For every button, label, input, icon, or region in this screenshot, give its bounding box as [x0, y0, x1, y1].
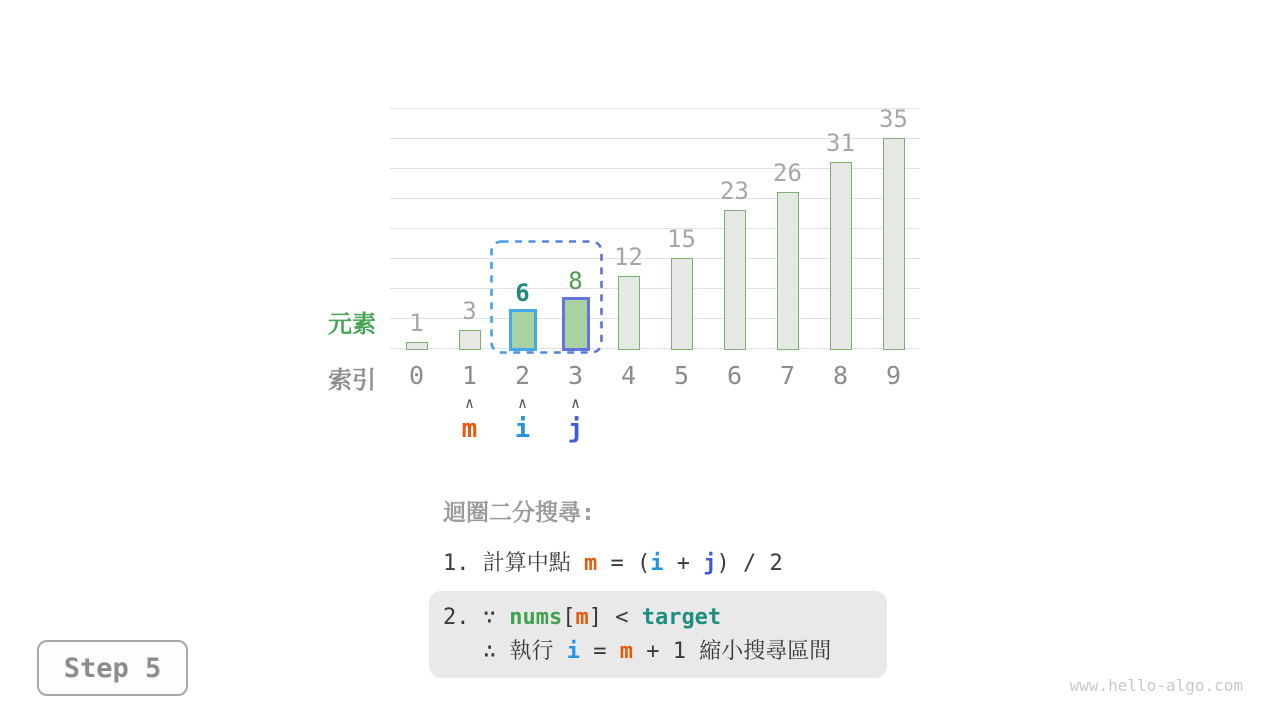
bar-value-label: 26 — [773, 159, 802, 187]
index-label-0: 0 — [408, 361, 425, 390]
bar-index-0 — [406, 342, 428, 350]
step2-condition — [443, 601, 887, 635]
text-token: i — [566, 639, 580, 664]
watermark-url: www.hello-algo.com — [1069, 676, 1243, 695]
text-token: j — [703, 551, 717, 576]
step-counter-button[interactable]: Step 5 — [37, 640, 188, 696]
bar-index-9 — [883, 138, 905, 350]
bar-value-label: 6 — [515, 279, 530, 307]
bar-index-4 — [618, 276, 640, 350]
text-token: + 1 縮小搜尋區間 — [633, 639, 832, 664]
pointer-caret-icon: ∧ — [464, 394, 475, 412]
text-token: 1. 計算中點 — [443, 551, 584, 576]
index-label-2: 2 — [514, 361, 531, 390]
bar-value-label: 8 — [568, 267, 583, 295]
text-token: [ — [562, 605, 576, 630]
index-label-9: 9 — [885, 361, 902, 390]
bar-index-5 — [671, 258, 693, 350]
bar-value-label: 31 — [826, 129, 855, 157]
y-axis-label-element: 元素 — [328, 310, 376, 338]
pointer-caret-icon: ∧ — [570, 394, 581, 412]
caption-loop-binary-search: 迴圈二分搜尋: — [443, 500, 595, 526]
index-label-5: 5 — [673, 361, 690, 390]
index-label-3: 3 — [567, 361, 584, 390]
pointer-label-m: m — [461, 414, 478, 444]
text-token: nums — [509, 605, 563, 630]
index-label-7: 7 — [779, 361, 796, 390]
index-label-1: 1 — [461, 361, 478, 390]
pointer-label-j: j — [567, 414, 584, 444]
step2-action — [483, 635, 887, 669]
bar-value-label: 3 — [462, 297, 477, 325]
bar-value-label: 12 — [614, 243, 643, 271]
text-token: = — [580, 639, 620, 664]
gridline — [390, 108, 920, 109]
bar-value-label: 15 — [667, 225, 696, 253]
text-token: = ( — [597, 551, 651, 576]
text-token: i — [650, 551, 664, 576]
index-label-4: 4 — [620, 361, 637, 390]
pointer-label-i: i — [514, 414, 531, 444]
index-label-6: 6 — [726, 361, 743, 390]
text-token: m — [575, 605, 589, 630]
bar-value-label: 1 — [409, 309, 424, 337]
bar-index-8 — [830, 162, 852, 350]
text-token: ] < — [588, 605, 642, 630]
bar-value-label: 23 — [720, 177, 749, 205]
text-token: 2. ∵ — [443, 605, 510, 630]
text-token: + — [663, 551, 704, 576]
text-token: ) / 2 — [716, 551, 783, 576]
text-token: ∴ 執行 — [483, 639, 567, 664]
pointer-caret-icon: ∧ — [517, 394, 528, 412]
text-token: m — [619, 639, 633, 664]
bar-index-1 — [459, 330, 481, 350]
search-range-box — [490, 240, 604, 355]
bar-index-7 — [777, 192, 799, 350]
text-token: target — [641, 605, 722, 630]
text-token: m — [583, 551, 598, 576]
x-axis-label-index: 索引 — [328, 366, 376, 394]
index-label-8: 8 — [832, 361, 849, 390]
step2-highlight-box — [429, 591, 887, 678]
bar-value-label: 35 — [879, 105, 908, 133]
step1-formula — [443, 546, 783, 577]
bar-index-6 — [724, 210, 746, 350]
